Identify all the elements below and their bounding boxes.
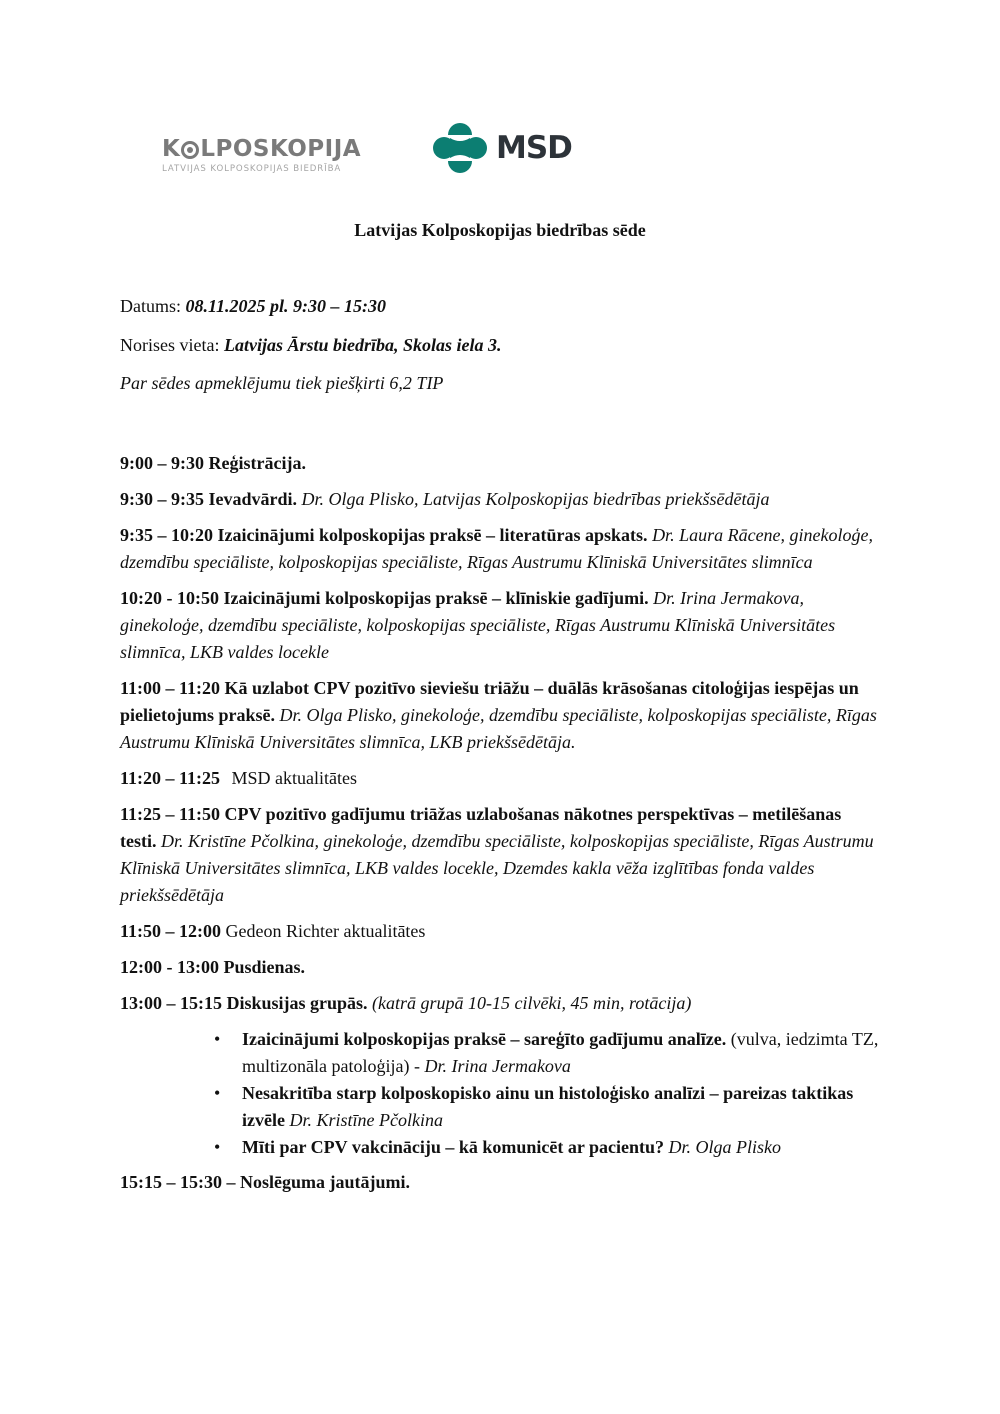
agenda-item [120,675,880,756]
agenda-item [120,522,880,576]
venue-label: Norises vieta: [120,335,220,355]
agenda-title: Ievadvārdi. [208,489,298,509]
kolposkopija-logo [162,138,361,174]
group-speaker: Dr. Irina Jermakova [424,1056,571,1076]
date-label: Datums: [120,296,181,316]
agenda-details: Dr. Olga Plisko, Latvijas Kolposkopijas biedrības priekšsēdētāja [301,489,770,509]
agenda-details: Dr. Laura Rācene, ginekoloģe, dzemdību speciāliste, kolposkopijas speciāliste, Rīgas Austrumu Klīniskā Universitātes slimnīca [120,525,874,572]
kolpo-logo-suffix: LPOSKOPIJA [200,136,362,162]
agenda-time: 9:35 – 10:20 [120,525,213,545]
agenda-details: (katrā grupā 10-15 cilvēki, 45 min, rotācija) [372,993,692,1013]
agenda-title: Diskusijas grupās. [226,993,368,1013]
discussion-group-item [214,1080,880,1134]
agenda-time: 11:20 – 11:25 [120,768,221,788]
closing-item [120,1169,880,1196]
agenda-details: Dr. Olga Plisko, ginekoloģe, dzemdību speciāliste, kolposkopijas speciāliste, Rīgas Austrumu Klīniskā Universitātes slimnīca, LKB priekšsēdētāja. [120,705,877,752]
agenda-time: 11:50 – 12:00 [120,921,221,941]
discussion-groups-list [120,1026,880,1161]
agenda-plain: Gedeon Richter aktualitātes [225,921,426,941]
agenda-time: 11:25 – 11:50 [120,804,221,824]
agenda-title: Kā uzlabot CPV pozitīvo sieviešu triāžu – duālās krāsošanas citoloģijas iespējas un pielietojums praksē. [120,678,859,725]
group-title: Mīti par CPV vakcināciju – kā komunicēt ar pacientu? [242,1137,665,1157]
msd-wordmark: MSD [496,130,572,166]
closing-time: 15:15 – 15:30 [120,1172,222,1192]
closing-title: – Noslēguma jautājumi. [226,1172,410,1192]
agenda-time: 12:00 - 13:00 [120,957,219,977]
agenda-item [120,585,880,666]
agenda-plain: MSD aktualitātes [231,768,357,788]
agenda-time: 9:30 – 9:35 [120,489,204,509]
agenda-title: CPV pozitīvo gadījumu triāžas uzlabošanas nākotnes perspektīvas – metilēšanas testi. [120,804,842,851]
discussion-group-item [214,1026,880,1080]
bullet-icon: • [214,1083,221,1103]
eye-o-icon [181,141,199,159]
agenda-item [120,801,880,909]
credits-line: Par sēdes apmeklējumu tiek piešķirti 6,2 TIP [120,373,444,393]
agenda-item [120,990,880,1017]
agenda-item [120,450,880,477]
kolpo-logo-subtitle: LATVIJAS KOLPOSKOPIJAS BIEDRĪBA [162,164,342,174]
logo-bar [0,118,1000,188]
agenda-time: 10:20 - 10:50 [120,588,219,608]
msd-emblem-icon [432,121,488,175]
agenda-item [120,486,880,513]
group-plain: (vulva, iedzimta TZ, multizonāla patoloģija) - [242,1029,879,1076]
group-speaker: Dr. Olga Plisko [668,1137,782,1157]
msd-logo [432,121,572,175]
document-title: Latvijas Kolposkopijas biedrības sēde [354,220,646,240]
bullet-icon: • [214,1029,221,1049]
date-line [120,296,386,317]
venue-value: Latvijas Ārstu biedrība, Skolas iela 3. [223,335,502,355]
date-value: 08.11.2025 pl. 9:30 – 15:30 [185,296,386,316]
agenda-time: 9:00 – 9:30 [120,453,204,473]
group-title: Izaicinājumi kolposkopijas praksē – sareģīto gadījumu analīze. [242,1029,727,1049]
agenda [120,450,880,1205]
agenda-item [120,765,880,792]
kolpo-logo-prefix: K [162,136,181,162]
group-title: Nesakritība starp kolposkopisko ainu un histoloģisko analīzi – pareizas taktikas izvēle [242,1083,854,1130]
group-speaker: Dr. Kristīne Pčolkina [289,1110,443,1130]
venue-line [120,335,502,356]
agenda-item [120,918,880,945]
agenda-title: Izaicinājumi kolposkopijas praksē – literatūras apskats. [217,525,648,545]
bullet-icon: • [214,1137,221,1157]
agenda-title: Reģistrācija. [208,453,306,473]
agenda-details: Dr. Irina Jermakova, ginekoloģe, dzemdību speciāliste, kolposkopijas speciāliste, Rīgas Austrumu Klīniskā Universitātes slimnīca, LKB valdes locekle [120,588,836,662]
agenda-title: Pusdienas. [223,957,306,977]
agenda-time: 13:00 – 15:15 [120,993,222,1013]
discussion-group-item [214,1134,880,1161]
agenda-title: Izaicinājumi kolposkopijas praksē – klīniskie gadījumi. [223,588,649,608]
agenda-details: Dr. Kristīne Pčolkina, ginekoloģe, dzemdību speciāliste, kolposkopijas speciāliste, Rīgas Austrumu Klīniskā Universitātes slimnīca, LKB valdes locekle, Dzemdes kakla vēža izglītības fonda valdes priekšsēdētāja [120,831,874,905]
agenda-time: 11:00 – 11:20 [120,678,221,698]
agenda-item [120,954,880,981]
